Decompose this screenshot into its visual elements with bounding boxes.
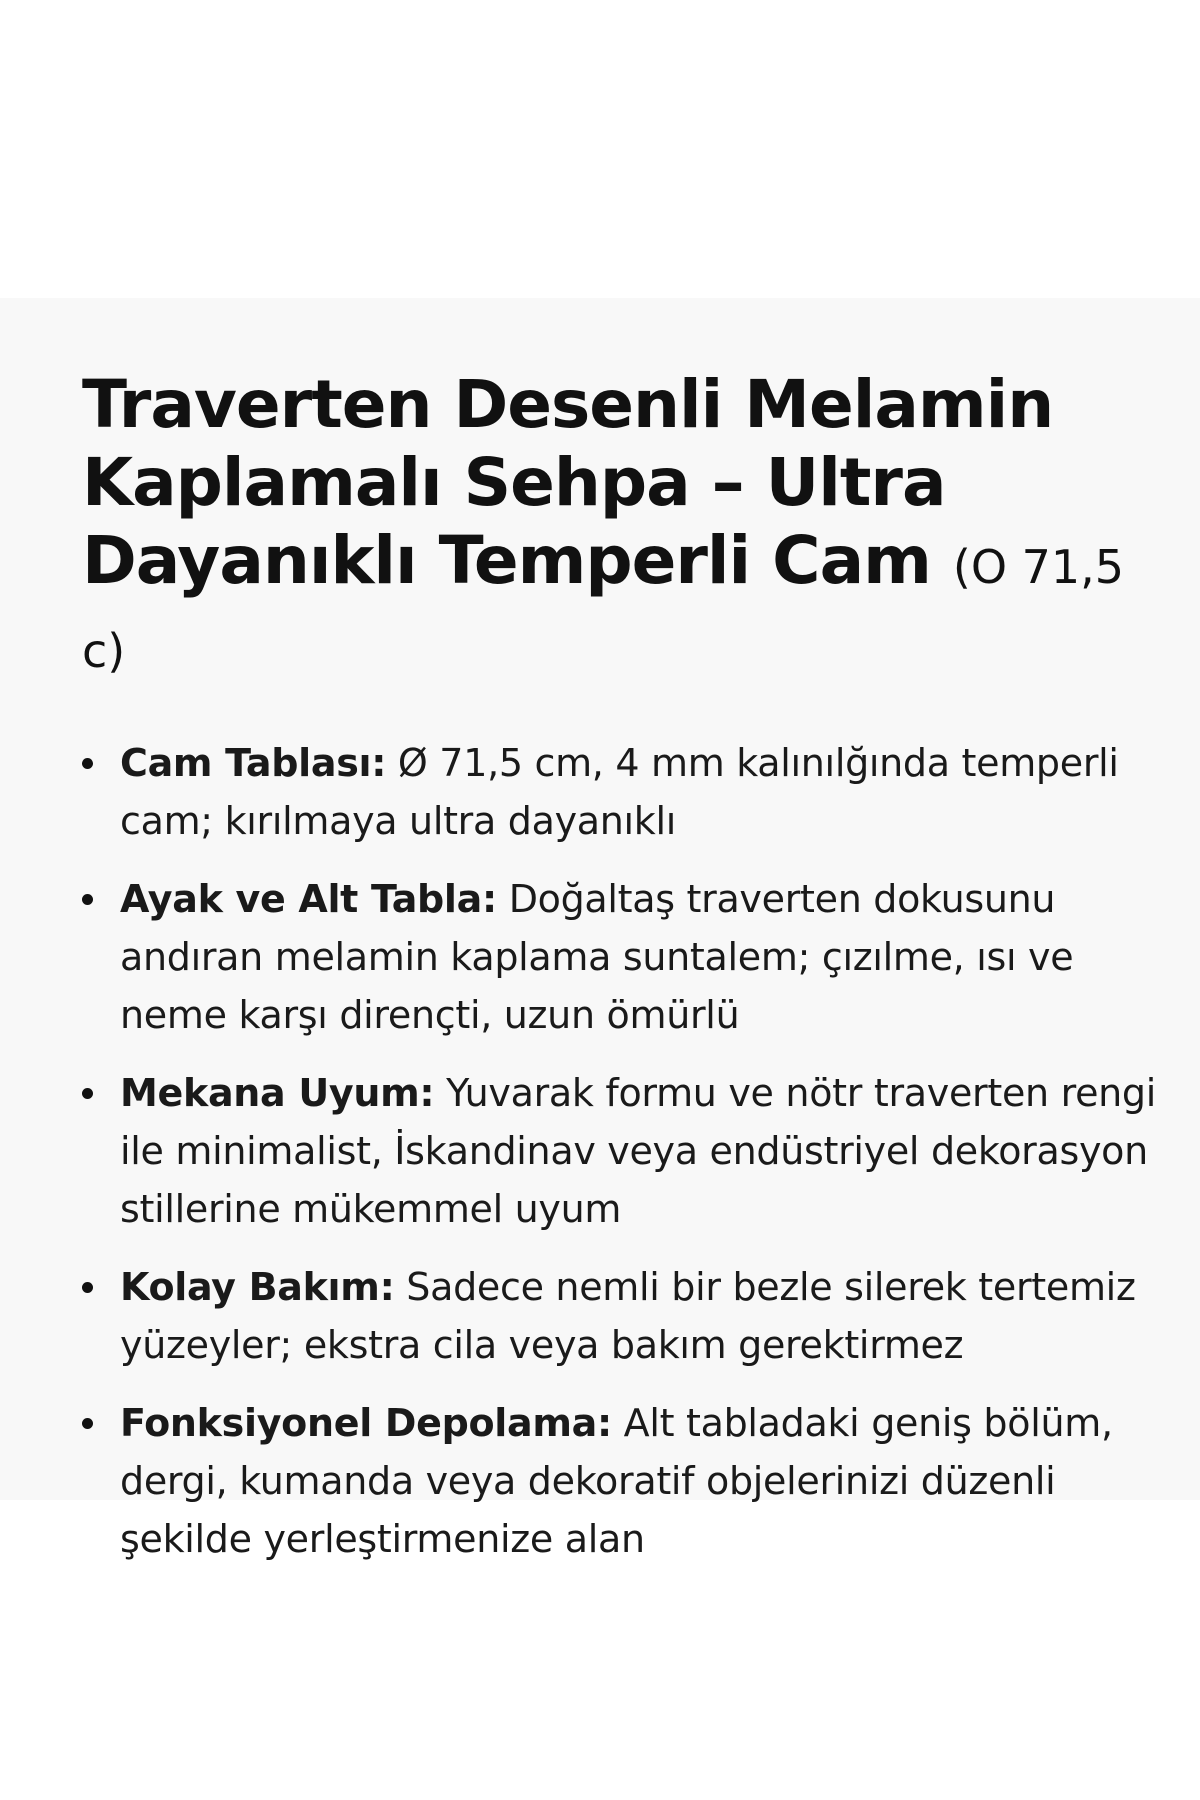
bullet-icon (82, 1088, 93, 1099)
feature-label: Cam Tablası: (120, 741, 387, 785)
bullet-icon (82, 1418, 93, 1429)
bullet-icon (82, 1282, 93, 1293)
feature-text: Yuvarak formu ve nötr traverten rengi ile minimalist, İskandinav veya endüstriyel dekorasyon stillerine mükemmel uyum (120, 1071, 1157, 1231)
feature-item-easy-care (82, 1258, 1162, 1374)
product-title-suffix: (O 71,5 c) (82, 540, 1125, 678)
feature-item-glass-top (82, 734, 1162, 850)
feature-text: Sadece nemli bir bezle silerek tertemiz yüzeyler; ekstra cila veya bakım gerektirmez (120, 1265, 1136, 1367)
feature-list (82, 734, 1162, 1568)
product-description (82, 366, 1162, 1588)
feature-text: Doğaltaş traverten dokusunu andıran melamin kaplama suntalem; çızılme, ısı ve neme karşı dirençti, uzun ömürlü (120, 877, 1074, 1037)
product-title (82, 366, 1162, 690)
feature-item-legs-shelf (82, 870, 1162, 1044)
feature-label: Mekana Uyum: (120, 1071, 435, 1115)
feature-item-storage (82, 1394, 1162, 1568)
product-title-main: Traverten Desenli Melamin Kaplamalı Sehpa – Ultra Dayanıklı Temperli Cam (82, 366, 1054, 599)
bullet-icon (82, 894, 93, 905)
feature-text: Ø 71,5 cm, 4 mm kalınılğında temperli cam; kırılmaya ultra dayanıklı (120, 741, 1119, 843)
feature-label: Ayak ve Alt Tabla: (120, 877, 497, 921)
feature-item-space-fit (82, 1064, 1162, 1238)
bullet-icon (82, 758, 93, 769)
feature-text: Alt tabladaki geniş bölüm, dergi, kumanda veya dekoratif objelerinizi düzenli şekilde yerleştirmenize alan (120, 1401, 1113, 1561)
feature-label: Fonksiyonel Depolama: (120, 1401, 612, 1445)
feature-label: Kolay Bakım: (120, 1265, 395, 1309)
